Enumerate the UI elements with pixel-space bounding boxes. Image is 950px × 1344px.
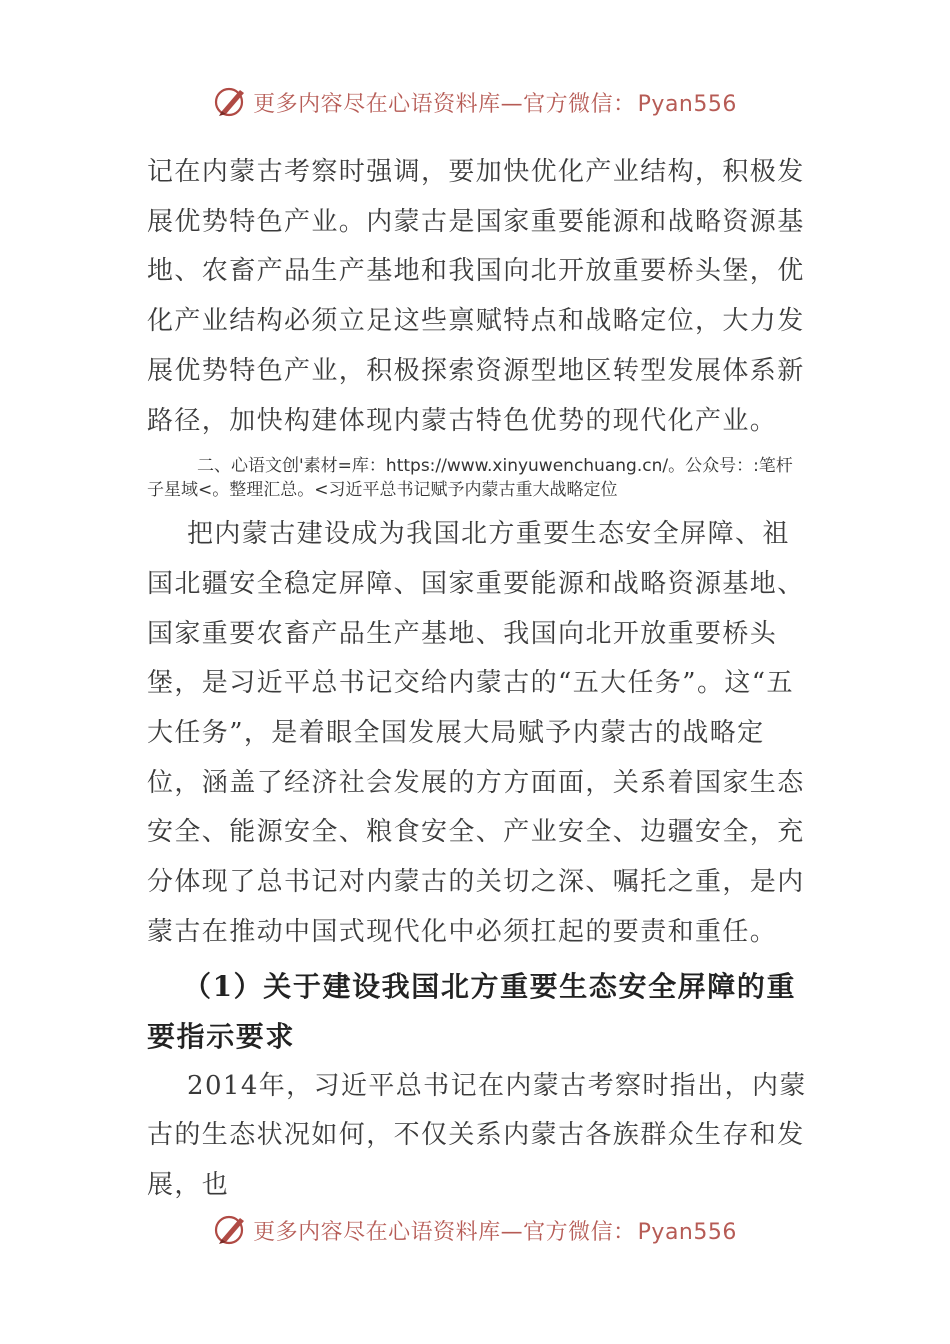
document-body [147, 148, 807, 1211]
paragraph-2: 把内蒙古建设成为我国北方重要生态安全屏障、祖国北疆安全稳定屏障、国家重要能源和战略资源基地、国家重要农畜产品生产基地、我国向北开放重要桥头堡，是习近平总书记交给内蒙古的“五大任务”。这“五大任务”，是着眼全国发展大局赋予内蒙古的战略定位，涵盖了经济社会发展的方方面面，关系着国家生态安全、能源安全、粮食安全、产业安全、边疆安全，充分体现了总书记对内蒙古的关切之深、嘱托之重，是内蒙古在推动中国式现代化中必须扛起的要责和重任。 [147, 519, 805, 947]
banner-main-text: 更多内容尽在心语资料库—官方微信： [253, 1219, 636, 1245]
header-banner [0, 80, 950, 124]
paragraph-1: 记在内蒙古考察时强调，要加快优化产业结构，积极发展优势特色产业。内蒙古是国家重要能源和战略资源基地、农畜产品生产基地和我国向北开放重要桥头堡，优化产业结构必须立足这些禀赋特点和战略定位，大力发展优势特色产业，积极探索资源型地区转型发展体系新路径，加快构建体现内蒙古特色优势的现代化产业。 [147, 157, 805, 436]
pen-logo-icon [213, 84, 249, 120]
banner-text [253, 87, 737, 118]
source-note [147, 454, 807, 502]
banner-text [253, 1215, 737, 1246]
paragraph-3: 2014年，习近平总书记在内蒙古考察时指出，内蒙古的生态状况如何，不仅关系内蒙古各族群众生存和发展，也 [147, 1070, 807, 1200]
banner-wechat-id: Pyan556 [637, 1219, 737, 1245]
pen-logo-icon [213, 1212, 249, 1248]
banner-main-text: 更多内容尽在心语资料库—官方微信： [253, 91, 636, 117]
source-note-text: 二、心语文创'素材=库：https://www.xinyuwenchuang.cn/。公众号：:笔杆子星域<。整理汇总。<习近平总书记赋予内蒙古重大战略定位 [147, 456, 793, 501]
footer-banner [0, 1208, 950, 1252]
banner-wechat-id: Pyan556 [637, 91, 737, 117]
section-heading: （1）关于建设我国北方重要生态安全屏障的重要指示要求 [147, 969, 797, 1053]
